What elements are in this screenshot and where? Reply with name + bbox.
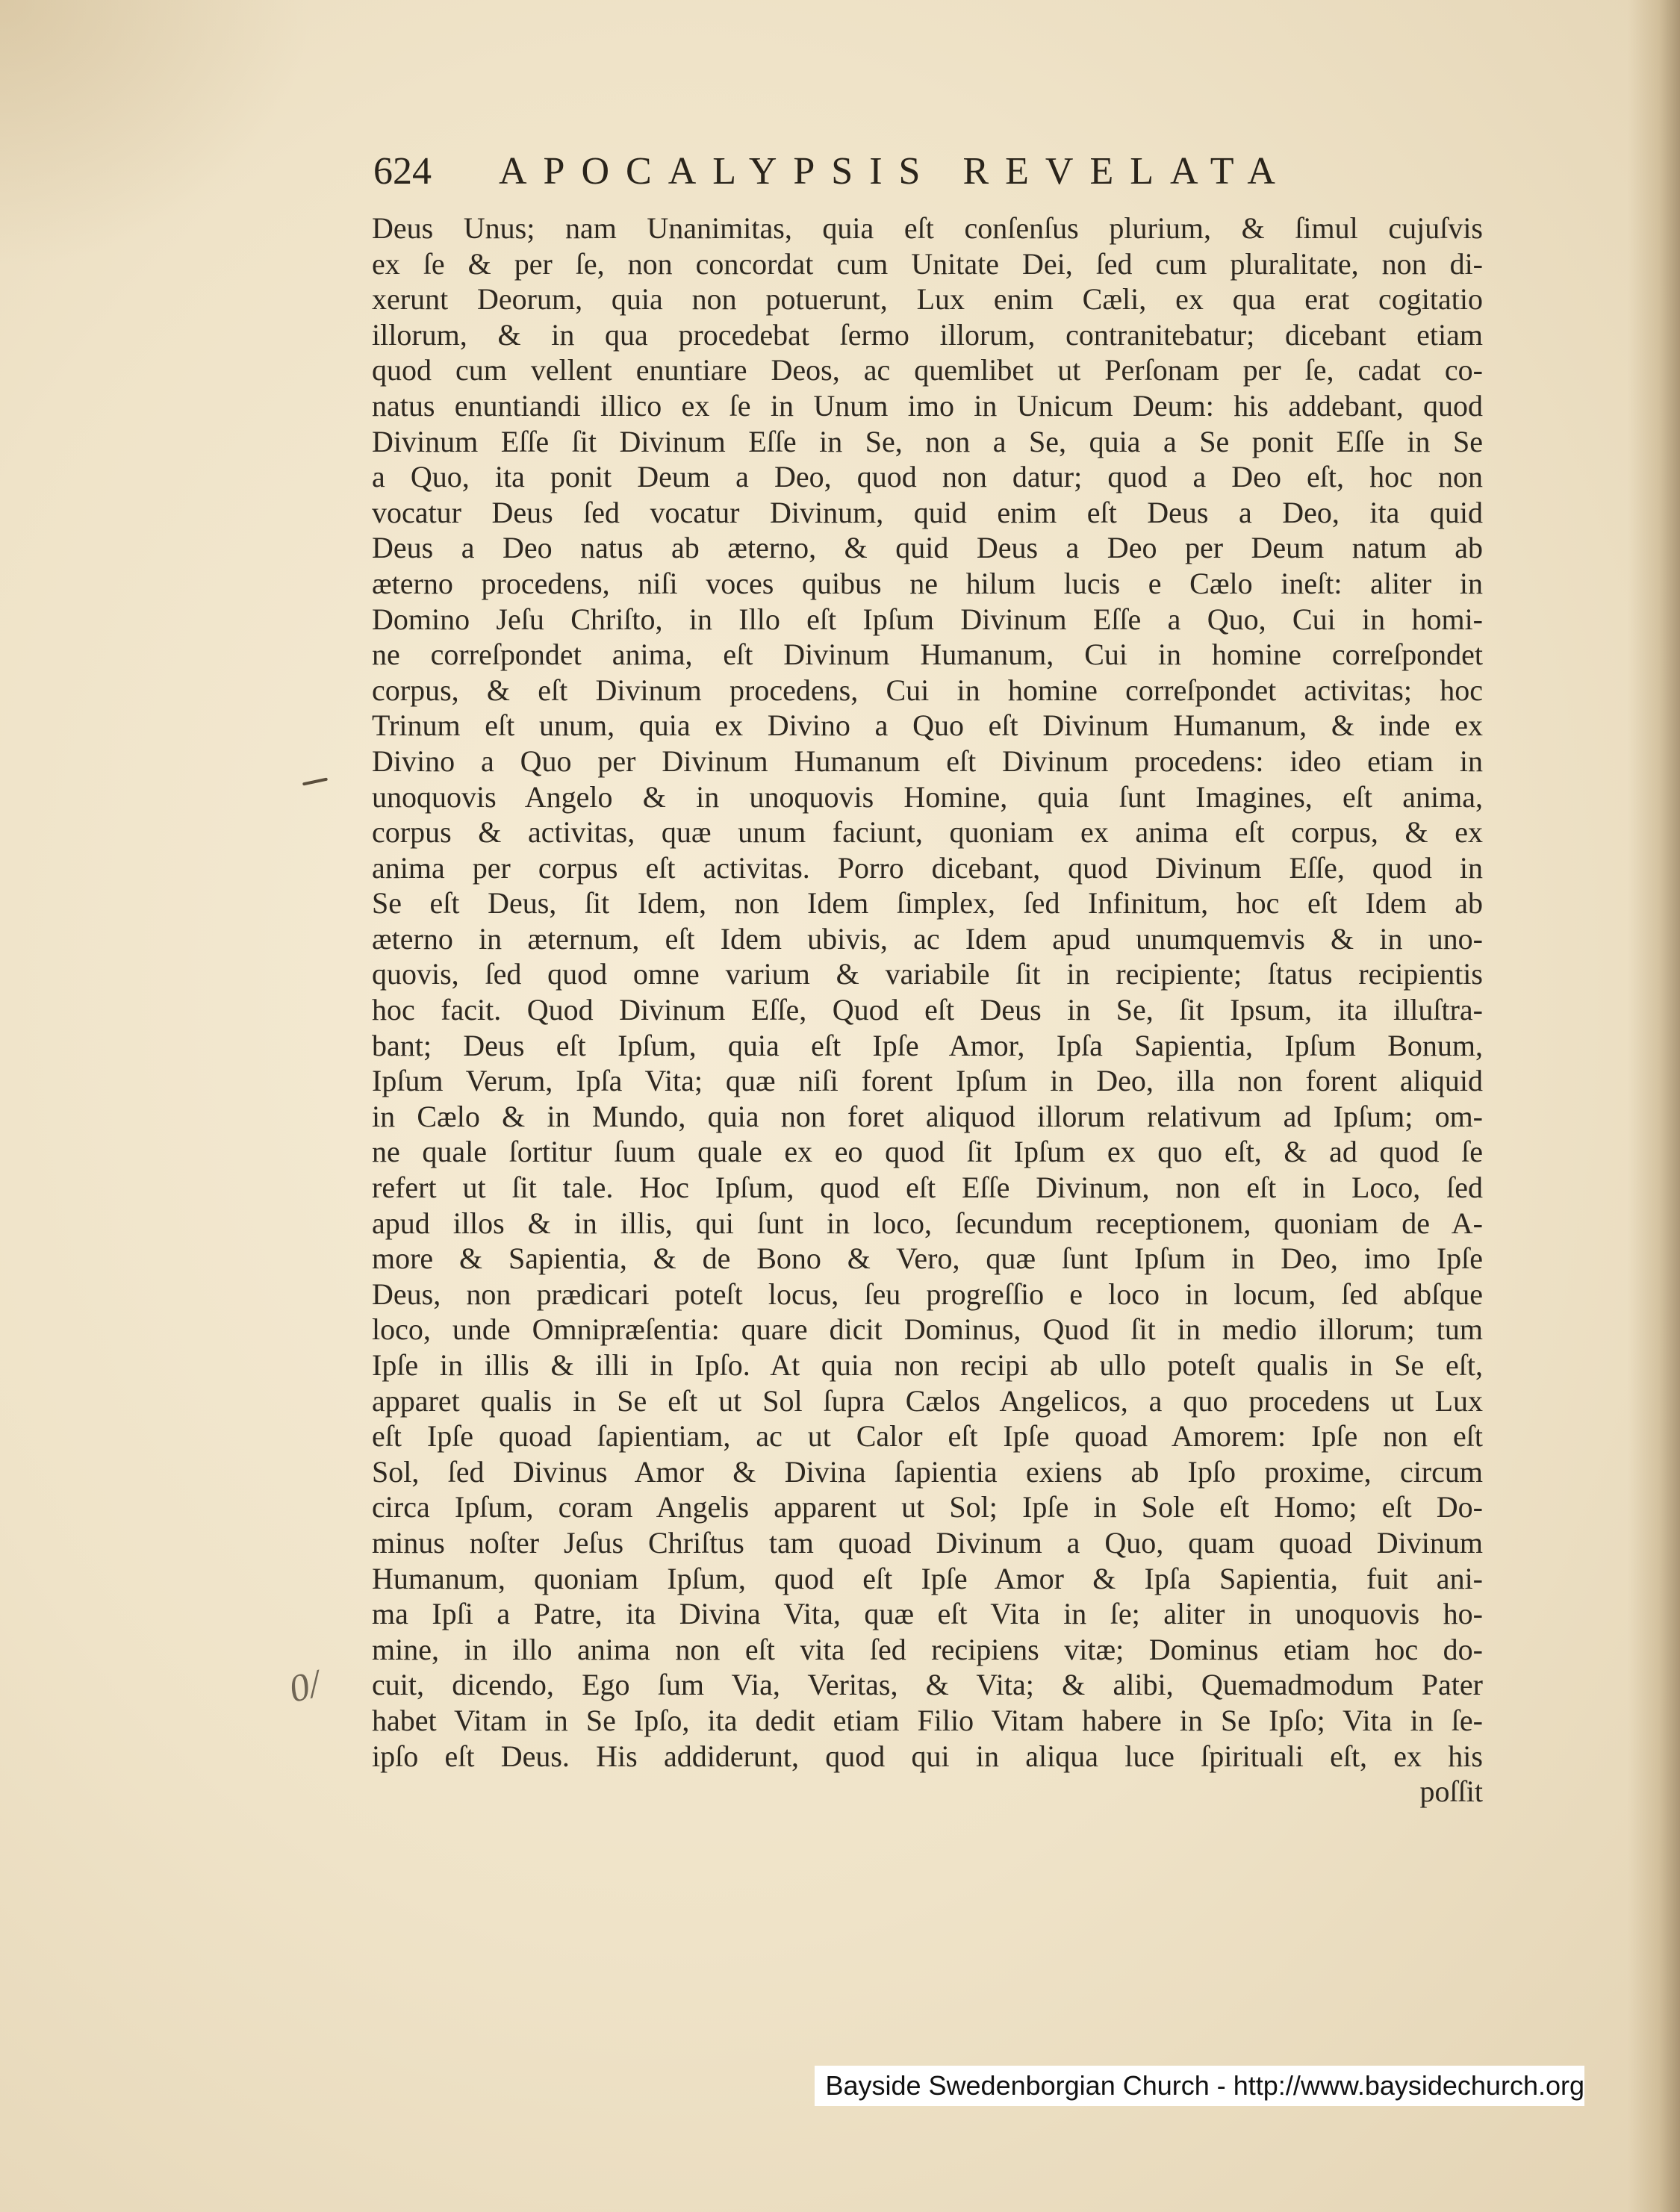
text-line: refert ut ſit tale. Hoc Ipſum, quod eſt Eſſe Divinum, non eſt in Loco, ſed bbox=[372, 1171, 1483, 1205]
text-line: hoc facit. Quod Divinum Eſſe, Quod eſt Deus in Se, ſit Ipsum, ita illuſtra- bbox=[372, 993, 1483, 1027]
text-line: Trinum eſt unum, quia ex Divino a Quo eſt Divinum Humanum, & inde ex bbox=[372, 708, 1483, 743]
text-line: Sol, ſed Divinus Amor & Divina ſapientia exiens ab Ipſo proxime, circum bbox=[372, 1454, 1483, 1489]
text-line: bant; Deus eſt Ipſum, quia eſt Ipſe Amor, Ipſa Sapientia, Ipſum Bonum, bbox=[372, 1028, 1483, 1062]
text-line: circa Ipſum, coram Angelis apparent ut Sol; Ipſe in Sole eſt Homo; eſt Do- bbox=[372, 1490, 1483, 1524]
text-line: quod cum vellent enuntiare Deos, ac quemlibet ut Perſonam per ſe, cadat co- bbox=[372, 353, 1483, 387]
margin-pencil-note: 0/ bbox=[284, 1662, 325, 1712]
watermark-credit: Bayside Swedenborgian Church - http://www.baysidechurch.org bbox=[815, 2066, 1584, 2106]
text-line: Deus Unus; nam Unanimitas, quia eſt conſenſus plurium, & ſimul cujuſvis bbox=[372, 211, 1483, 245]
text-line: habet Vitam in Se Ipſo, ita dedit etiam Filio Vitam habere in Se Ipſo; Vita in ſe- bbox=[372, 1703, 1483, 1737]
text-line: cuit, dicendo, Ego ſum Via, Veritas, & Vita; & alibi, Quemadmodum Pater bbox=[372, 1668, 1483, 1702]
text-line: ne correſpondet anima, eſt Divinum Humanum, Cui in homine correſpondet bbox=[372, 638, 1483, 672]
text-line: Domino Jeſu Chriſto, in Illo eſt Ipſum Divinum Eſſe a Quo, Cui in homi- bbox=[372, 602, 1483, 636]
text-line: Deus, non prædicari poteſt locus, ſeu progreſſio e loco in locum, ſed abſque bbox=[372, 1277, 1483, 1311]
text-line: apud illos & in illis, qui ſunt in loco, ſecundum receptionem, quoniam de A- bbox=[372, 1206, 1483, 1240]
margin-dash-mark bbox=[302, 778, 328, 786]
catchword: poſſit bbox=[1419, 1775, 1483, 1809]
text-line: ex ſe & per ſe, non concordat cum Unitate Dei, ſed cum pluralitate, non di- bbox=[372, 246, 1483, 281]
text-line: corpus, & eſt Divinum procedens, Cui in homine correſpondet activitas; hoc bbox=[372, 673, 1483, 707]
text-line: loco, unde Omnipræſentia: quare dicit Dominus, Quod ſit in medio illorum; tum bbox=[372, 1312, 1483, 1347]
page-stain bbox=[0, 0, 314, 269]
text-line: eſt Ipſe quoad ſapientiam, ac ut Calor eſt Ipſe quoad Amorem: Ipſe non eſt bbox=[372, 1419, 1483, 1454]
text-line: natus enuntiandi illico ex ſe in Unum imo in Unicum Deum: his addebant, quod bbox=[372, 388, 1483, 423]
text-line: Divino a Quo per Divinum Humanum eſt Divinum procedens: ideo etiam in bbox=[372, 744, 1483, 778]
text-line: a Quo, ita ponit Deum a Deo, quod non datur; quod a Deo eſt, hoc non bbox=[372, 460, 1483, 494]
text-line: ma Ipſi a Patre, ita Divina Vita, quæ eſt Vita in ſe; aliter in unoquovis ho- bbox=[372, 1597, 1483, 1631]
text-line: corpus & activitas, quæ unum faciunt, quoniam ex anima eſt corpus, & ex bbox=[372, 815, 1483, 850]
text-line: æterno procedens, niſi voces quibus ne hilum lucis e Cælo ineſt: aliter in bbox=[372, 566, 1483, 600]
text-line: Humanum, quoniam Ipſum, quod eſt Ipſe Amor & Ipſa Sapientia, fuit ani- bbox=[372, 1561, 1483, 1595]
text-line: Deus a Deo natus ab æterno, & quid Deus a Deo per Deum natum ab bbox=[372, 531, 1483, 565]
text-line: Se eſt Deus, ſit Idem, non Idem ſimplex, ſed Infinitum, hoc eſt Idem ab bbox=[372, 886, 1483, 920]
text-line: ne quale ſortitur ſuum quale ex eo quod ſit Ipſum ex quo eſt, & ad quod ſe bbox=[372, 1135, 1483, 1169]
page-header bbox=[373, 146, 1449, 198]
text-line: illorum, & in qua procedebat ſermo illorum, contranitebatur; dicebant etiam bbox=[372, 317, 1483, 352]
page-number: 624 bbox=[373, 150, 432, 193]
text-line: quovis, ſed quod omne varium & variabile ſit in recipiente; ſtatus recipientis bbox=[372, 957, 1483, 991]
text-line: Ipſe in illis & illi in Ipſo. At quia non recipi ab ullo poteſt qualis in Se eſt, bbox=[372, 1348, 1483, 1382]
text-line: in Cælo & in Mundo, quia non foret aliquod illorum relativum ad Ipſum; om- bbox=[372, 1099, 1483, 1133]
running-title: APOCALYPSIS REVELATA bbox=[499, 150, 1292, 193]
text-line: ipſo eſt Deus. His addiderunt, quod qui in aliqua luce ſpirituali eſt, ex his bbox=[372, 1739, 1483, 1773]
text-line: Divinum Eſſe ſit Divinum Eſſe in Se, non a Se, quia a Se ponit Eſſe in Se bbox=[372, 424, 1483, 458]
text-line: more & Sapientia, & de Bono & Vero, quæ ſunt Ipſum in Deo, imo Ipſe bbox=[372, 1241, 1483, 1276]
text-line: æterno in æternum, eſt Idem ubivis, ac Idem apud unumquemvis & in uno- bbox=[372, 921, 1483, 956]
text-line: vocatur Deus ſed vocatur Divinum, quid enim eſt Deus a Deo, ita quid bbox=[372, 495, 1483, 529]
text-line: Ipſum Verum, Ipſa Vita; quæ niſi forent Ipſum in Deo, illa non forent aliquid bbox=[372, 1064, 1483, 1098]
text-line: anima per corpus eſt activitas. Porro dicebant, quod Divinum Eſſe, quod in bbox=[372, 850, 1483, 885]
text-line: apparet qualis in Se eſt ut Sol ſupra Cælos Angelicos, a quo procedens ut Lux bbox=[372, 1383, 1483, 1418]
text-line: mine, in illo anima non eſt vita ſed recipiens vitæ; Dominus etiam hoc do- bbox=[372, 1632, 1483, 1666]
text-line: unoquovis Angelo & in unoquovis Homine, quia ſunt Imagines, eſt anima, bbox=[372, 779, 1483, 814]
text-line: xerunt Deorum, quia non potuerunt, Lux enim Cæli, ex qua erat cogitatio bbox=[372, 282, 1483, 317]
text-line: minus noſter Jeſus Chriſtus tam quoad Divinum a Quo, quam quoad Divinum bbox=[372, 1525, 1483, 1560]
body-text-block bbox=[372, 211, 1483, 1810]
binding-shadow bbox=[1628, 0, 1680, 2212]
